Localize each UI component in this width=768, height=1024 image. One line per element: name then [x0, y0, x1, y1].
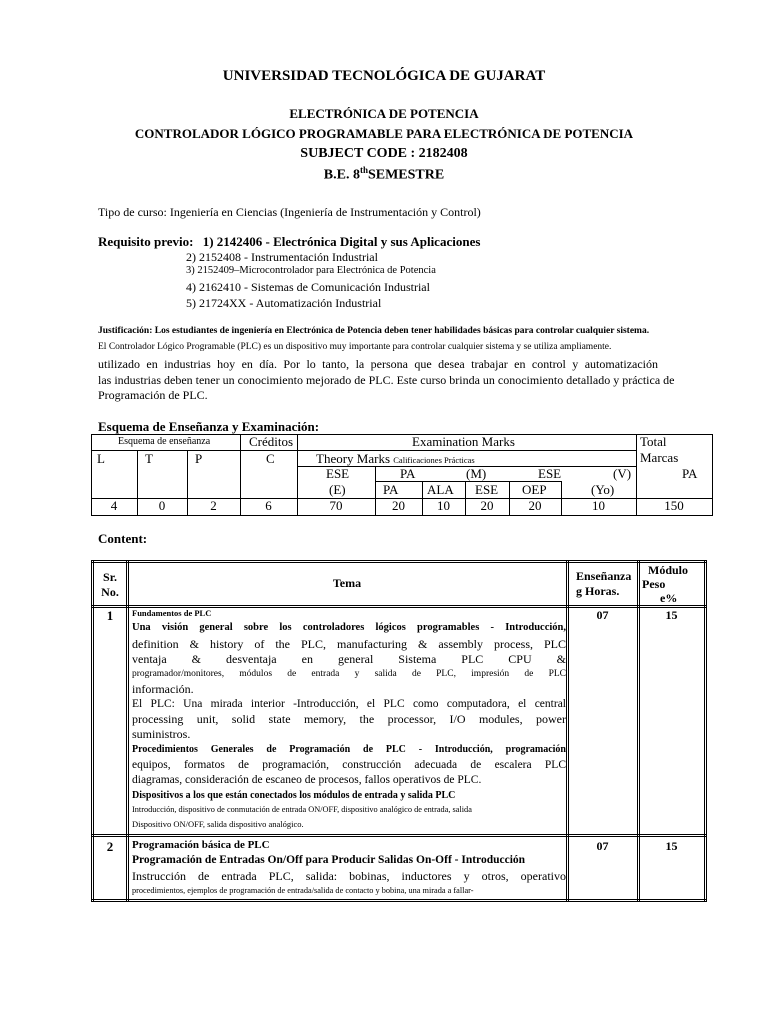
value-P: 2 — [210, 498, 217, 513]
pa-total-header: PA — [682, 466, 698, 481]
row-1-line-15: Dispositivo ON/OFF, salida dispositivo analógico. — [132, 819, 304, 829]
value-practical-ese: 20 — [480, 498, 494, 513]
university-title: UNIVERSIDAD TECNOLÓGICA DE GUJARAT — [222, 68, 546, 84]
prerequisite-label: Requisito previo: — [98, 234, 194, 249]
pa-header: PA — [400, 466, 416, 481]
prerequisite-item-4: 4) 2162410 - Sistemas de Comunicación Industrial — [186, 280, 430, 294]
value-L: 4 — [110, 498, 118, 513]
prerequisite-item-2: 2) 2152408 - Instrumentación Industrial — [186, 250, 378, 264]
semester — [0, 165, 768, 184]
marcas-header: Marcas — [640, 450, 679, 465]
row-1-topic — [132, 607, 566, 831]
content-heading: Content: — [98, 531, 148, 546]
row-1-weight: 15 — [665, 608, 678, 622]
value-oep: 20 — [528, 498, 542, 513]
teaching-scheme-header: Esquema de enseñanza — [118, 436, 211, 447]
semester-prefix: B.E. 8 — [323, 167, 360, 183]
course-title: CONTROLADOR LÓGICO PROGRAMABLE PARA ELECTRÓNICA DE POTENCIA — [134, 126, 634, 141]
sub-oep-header: OEP — [522, 482, 547, 497]
row-1-line-10: Procedimientos Generales de Programación de PLC - Introducción, programación — [132, 744, 566, 755]
row-2-line-1: Programación básica de PLC — [132, 839, 270, 851]
row-1-line-9: suministros. — [132, 727, 191, 741]
col-weight-header — [642, 563, 704, 605]
row-1-line-3: definition & history of the PLC, manufacturing & assembly process, PLC — [132, 637, 566, 651]
prerequisite-first — [98, 234, 480, 250]
col-hours-line2: g Horas. — [576, 584, 620, 598]
sub-ala-header: ALA — [427, 482, 454, 497]
value-total: 150 — [664, 498, 684, 513]
row-1-line-5: programador/monitores, módulos de entrada y salida de PLC, impresión de PLC — [132, 669, 566, 679]
prerequisite-item-1: 1) 2142406 - Electrónica Digital y sus Aplicaciones — [202, 234, 481, 249]
row-1-line-13: Dispositivos a los que están conectados los módulos de entrada y salida PLC — [132, 790, 456, 801]
col-sr-line2: No. — [101, 585, 119, 599]
col-hours-header — [576, 569, 631, 599]
col-weight-line2: Peso — [642, 577, 666, 591]
row-1-line-14: Introducción, dispositivo de conmutación de entrada ON/OFF, dispositivo analógico de entrada, salida — [132, 805, 472, 814]
prerequisite-item-5: 5) 21724XX - Automatización Industrial — [186, 296, 382, 310]
credits-header: Créditos — [249, 434, 294, 449]
row-2-hours: 07 — [596, 839, 609, 853]
row-1-line-12: diagramas, consideración de escaneo de procesos, fallos operativos de PLC. — [132, 774, 482, 786]
col-weight-line3: e% — [660, 591, 678, 605]
total-header: Total — [640, 434, 667, 449]
yo-header: (Yo) — [591, 482, 615, 497]
row-2-weight: 15 — [665, 839, 678, 853]
row-1-line-7: El PLC: Una mirada interior -Introducción, el PLC como computadora, el central — [132, 698, 566, 710]
e-header: (E) — [329, 482, 346, 497]
value-T: 0 — [158, 498, 166, 513]
row-2-line-3: Instrucción de entrada PLC, salida: bobinas, inductores y otros, operativo — [132, 869, 566, 883]
scheme-heading: Esquema de Enseñanza y Examinación: — [98, 419, 320, 434]
practical-marks-label: Calificaciones Prácticas — [393, 455, 475, 465]
m-header: (M) — [466, 466, 487, 481]
exam-scheme-table — [91, 434, 713, 516]
row-1-line-4: ventaja & desventaja en general Sistema PLC CPU & — [132, 652, 566, 666]
value-ese: 70 — [329, 498, 343, 513]
row-2-line-2: Programación de Entradas On/Off para Producir Salidas On-Off - Introducción — [132, 854, 526, 866]
content-table — [91, 560, 707, 901]
row-2-line-4: procedimientos, ejemplos de programación de entrada/salida de contacto y bobina, una mirada a fallar- — [132, 886, 474, 895]
value-ala: 10 — [437, 498, 450, 513]
value-v: 10 — [592, 498, 605, 513]
col-hours-line1: Enseñanza — [576, 569, 632, 583]
prerequisite-item-3: 3) 2152409–Microcontrolador para Electrónica de Potencia — [186, 265, 436, 276]
col-C: C — [266, 451, 275, 466]
col-topic-header: Tema — [332, 576, 362, 590]
row-2-number: 2 — [106, 839, 114, 854]
exam-marks-header: Examination Marks — [412, 434, 515, 449]
col-P: P — [195, 451, 203, 466]
justification-line-5: Programación de PLC. — [98, 388, 208, 402]
sub-ese-header: ESE — [475, 482, 499, 497]
justification-line-1: Justificación: Los estudiantes de ingeniería en Electrónica de Potencia deben tener habilidades básicas para controlar cualquier sistema. — [98, 326, 650, 336]
course-type: Tipo de curso: Ingeniería en Ciencias (Ingeniería de Instrumentación y Control) — [98, 205, 481, 219]
row-2-topic — [132, 838, 566, 898]
row-1-line-1: Fundamentos de PLC — [132, 608, 212, 618]
row-1-number: 1 — [106, 608, 114, 623]
theory-marks-label: Theory Marks — [316, 451, 391, 466]
row-1-line-8: processing unit, solid state memory, the processor, I/O modules, power — [132, 712, 566, 726]
row-1-line-11: equipos, formatos de programación, construcción adecuada de escalera PLC — [132, 759, 566, 771]
semester-sup: th — [359, 165, 368, 175]
row-1-hours: 07 — [596, 608, 609, 622]
row-1-line-2: Una visión general sobre los controladores lógicos programables - Introducción, — [132, 622, 566, 633]
value-pa: 20 — [392, 498, 405, 513]
sub-pa-header: PA — [383, 482, 399, 497]
col-sr-header — [94, 570, 126, 600]
col-L: L — [97, 451, 105, 466]
justification-line-4: las industrias deben tener un conocimiento mejorado de PLC. Este curso brinda un conocimiento detallado y práctica de — [98, 373, 675, 387]
ese-header: ESE — [326, 466, 350, 481]
subject-code: SUBJECT CODE : 2182408 — [300, 146, 468, 161]
col-T: T — [145, 451, 153, 466]
semester-suffix: SEMESTRE — [367, 167, 445, 183]
justification-line-3: utilizado en industrias hoy en día. Por lo tanto, la persona que desea trabajar en control y automatización — [98, 357, 658, 371]
value-C: 6 — [265, 498, 272, 513]
ese2-header: ESE — [538, 466, 562, 481]
col-weight-line1: Módulo — [648, 563, 689, 577]
department-title: ELECTRÓNICA DE POTENCIA — [289, 106, 479, 121]
justification-line-2: El Controlador Lógico Programable (PLC) es un dispositivo muy importante para controlar cualquier sistema y se utiliza ampliamente. — [98, 342, 612, 352]
v-header: (V) — [613, 466, 632, 481]
col-sr-line1: Sr. — [103, 570, 117, 584]
theory-marks-header — [316, 452, 475, 467]
row-1-line-6: información. — [132, 682, 194, 696]
